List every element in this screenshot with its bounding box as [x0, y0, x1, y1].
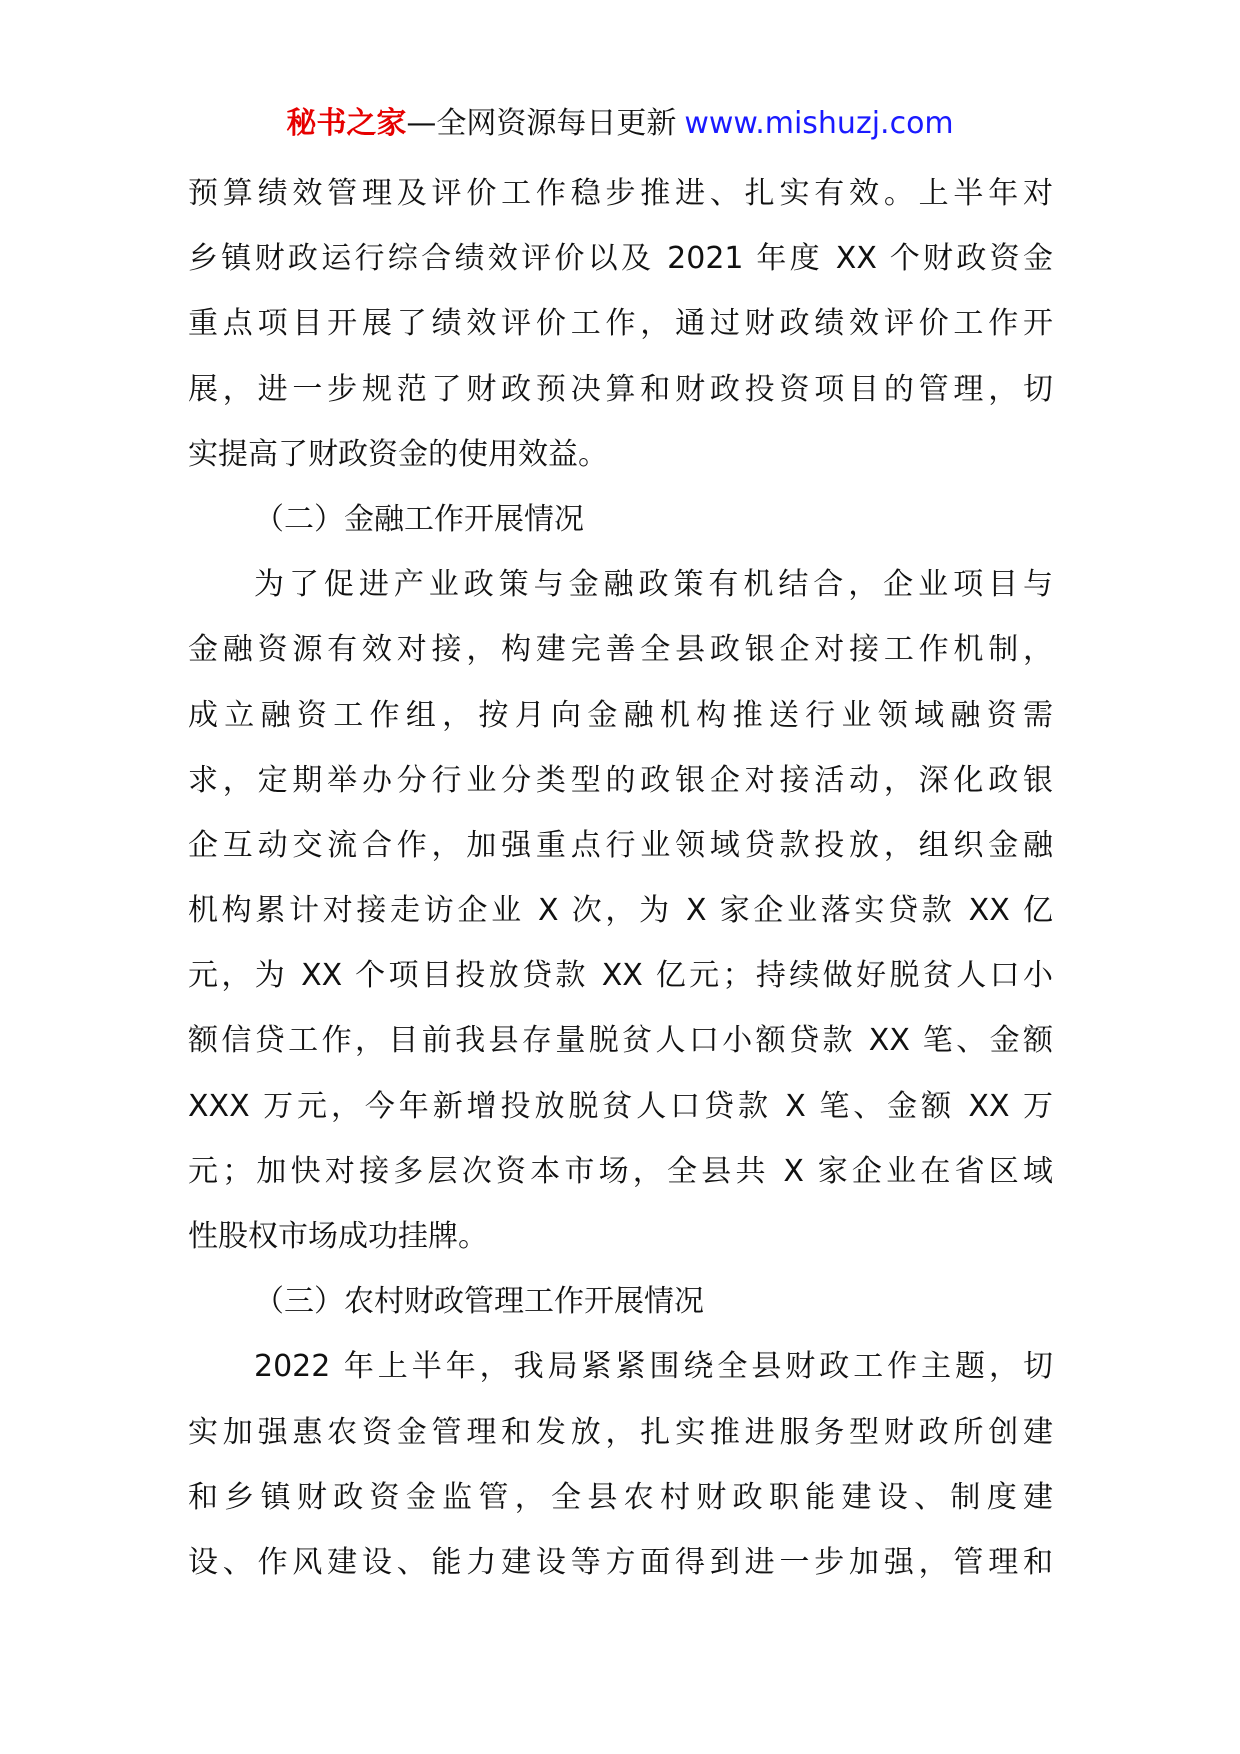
- text-line: 元；加快对接多层次资本市场，全县共 X 家企业在省区域: [188, 1153, 1053, 1189]
- text-line: 设、作风建设、能力建设等方面得到进一步加强，管理和: [188, 1544, 1053, 1580]
- paragraph-first-line: 2022 年上半年，我局紧紧围绕全县财政工作主题，切: [254, 1349, 1053, 1385]
- paragraph-first-line: 为了促进产业政策与金融政策有机结合，企业项目与: [254, 567, 1053, 603]
- text-line: 额信贷工作，目前我县存量脱贫人口小额贷款 XX 笔、金额: [188, 1023, 1053, 1059]
- site-header: [0, 104, 1240, 144]
- text-line: 元，为 XX 个项目投放贷款 XX 亿元；持续做好脱贫人口小: [188, 958, 1053, 994]
- text-line: 金融资源有效对接，构建完善全县政银企对接工作机制，: [188, 632, 1053, 668]
- text-line: 重点项目开展了绩效评价工作，通过财政绩效评价工作开: [188, 306, 1053, 342]
- document-body: [188, 161, 1053, 1595]
- section-heading: （三）农村财政管理工作开展情况: [254, 1284, 704, 1320]
- text-line: 实提高了财政资金的使用效益。: [188, 436, 608, 472]
- text-line: 机构累计对接走访企业 X 次，为 X 家企业落实贷款 XX 亿: [188, 893, 1053, 929]
- text-line: XXX 万元，今年新增投放脱贫人口贷款 X 笔、金额 XX 万: [188, 1088, 1053, 1124]
- text-line: 性股权市场成功挂牌。: [188, 1219, 488, 1254]
- text-line: 预算绩效管理及评价工作稳步推进、扎实有效。上半年对: [188, 176, 1053, 211]
- text-line: 成立融资工作组，按月向金融机构推送行业领域融资需: [188, 697, 1053, 733]
- text-line: 实加强惠农资金管理和发放，扎实推进服务型财政所创建: [188, 1414, 1053, 1450]
- text-line: 求，定期举办分行业分类型的政银企对接活动，深化政银: [188, 762, 1053, 798]
- text-line: 企互动交流合作，加强重点行业领域贷款投放，组织金融: [188, 827, 1053, 863]
- site-url-link[interactable]: www.mishuzj.com: [684, 106, 954, 141]
- text-line: 展，进一步规范了财政预决算和财政投资项目的管理，切: [188, 371, 1053, 407]
- text-line: 乡镇财政运行综合绩效评价以及 2021 年度 XX 个财政资金: [188, 241, 1053, 277]
- section-heading: （二）金融工作开展情况: [254, 501, 584, 537]
- text-line: 和乡镇财政资金监管，全县农村财政职能建设、制度建: [188, 1479, 1053, 1515]
- header-tagline: —全网资源每日更新: [406, 106, 677, 141]
- brand-name: 秘书之家: [286, 106, 407, 141]
